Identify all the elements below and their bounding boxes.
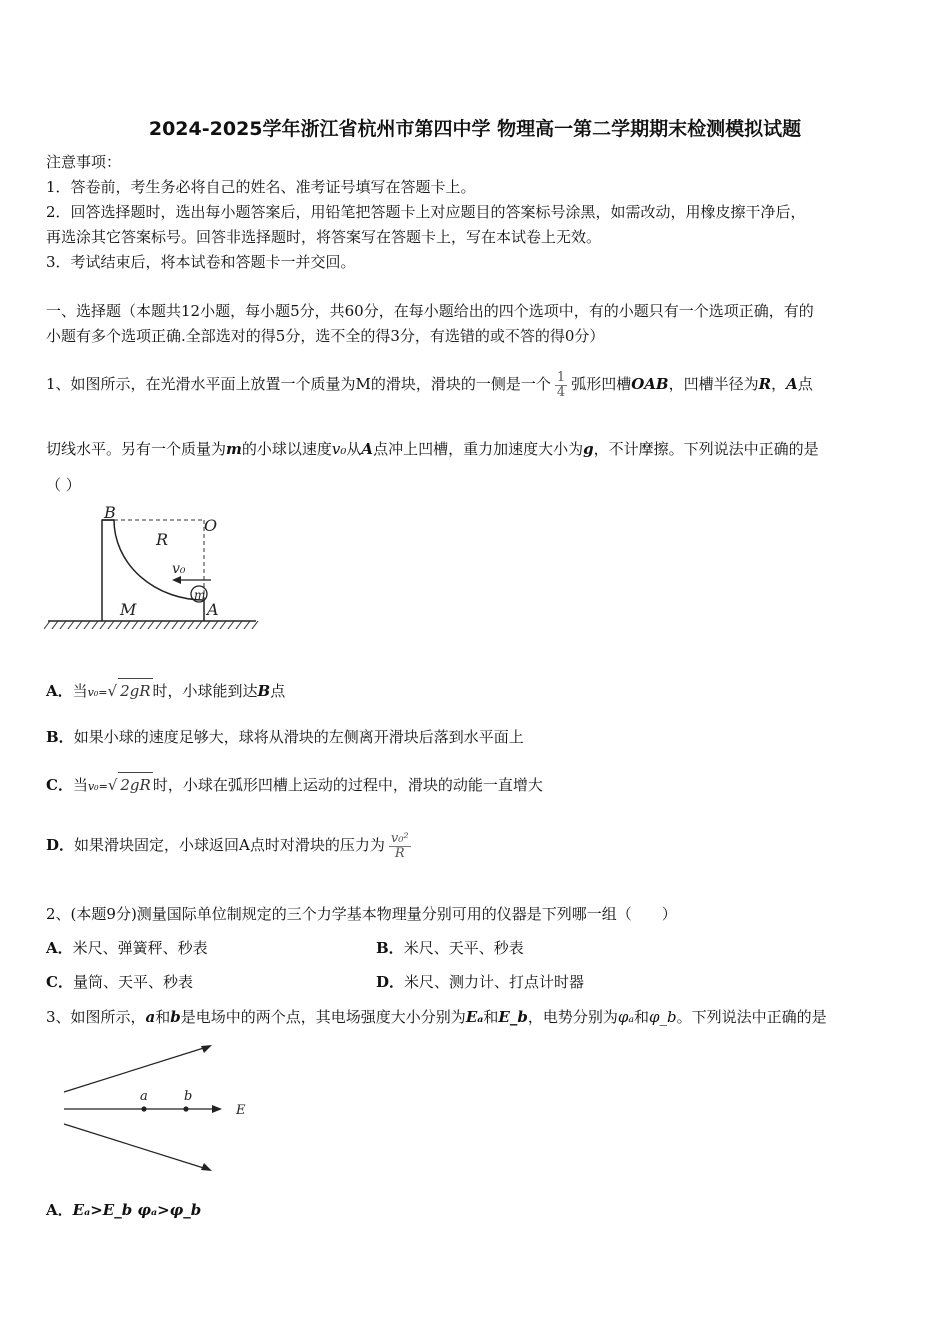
label-a: a	[140, 1089, 148, 1104]
ground-hatch	[44, 621, 258, 629]
field-arrowhead-top	[201, 1045, 212, 1053]
label-M: M	[120, 600, 137, 619]
field-line-top	[64, 1046, 210, 1092]
q1-option-b: B．如果小球的速度足够大，球将从滑块的左侧离开滑块后落到水平面上	[46, 728, 524, 746]
point-b	[183, 1106, 188, 1111]
velocity-arrowhead	[172, 576, 181, 584]
notice-item: 2．回答选择题时，选出每小题答案后，用铅笔把答题卡上对应题目的答案标号涂黑，如需改动，用橡皮擦干净后，	[46, 203, 806, 221]
label-b: b	[184, 1089, 193, 1104]
field-line-bottom	[64, 1124, 210, 1170]
quarter-fraction: $\frac{1}{4}$	[556, 369, 566, 400]
label-B: B	[104, 503, 116, 522]
q1-option-a: A．当v₀=√ 2gR 时，小球能到达B点	[46, 678, 285, 705]
section-heading: 一、选择题（本题共12小题，每小题5分，共60分，在每小题给出的四个选项中，有的小题只有一个选项正确，有的	[46, 302, 814, 320]
q2-option-b: B．米尺、天平、秒表	[376, 939, 524, 957]
q1-figure	[44, 503, 260, 637]
notice-heading: 注意事项：	[46, 153, 122, 171]
page-title: 2024-2025学年浙江省杭州市第四中学 物理高一第二学期期末检测模拟试题	[148, 118, 802, 140]
q1-stem-line1: 1、如图所示，在光滑水平面上放置一个质量为M的滑块，滑块的一侧是一个 $\frac{1}{4}$ 弧形凹槽OAB，凹槽半径为R，A点	[46, 369, 813, 400]
q2-option-a: A．米尺、弹簧秤、秒表	[46, 939, 208, 957]
notice-item: 3．考试结束后，将本试卷和答题卡一并交回。	[46, 253, 356, 271]
slider-block	[102, 520, 204, 621]
q3-figure	[60, 1040, 260, 1176]
notice-item: 1．答卷前，考生务必将自己的姓名、准考证号填写在答题卡上。	[46, 178, 476, 196]
q1-option-d: D．如果滑块固定，小球返回A点时对滑块的压力为 $\frac{\text{v₀²}}{R}$	[46, 830, 409, 861]
point-a	[141, 1106, 146, 1111]
label-m: m	[194, 588, 206, 602]
label-v0: v₀	[172, 561, 186, 577]
section-heading-cont: 小题有多个选项正确.全部选对的得5分，选不全的得3分，有选错的或不答的得0分）	[46, 327, 605, 345]
q3-option-a: A．Eₐ>E_b φₐ>φ_b	[46, 1201, 202, 1219]
field-arrowhead-middle	[212, 1105, 222, 1113]
q2-stem: 2、(本题9分)测量国际单位制规定的三个力学基本物理量分别可用的仪器是下列哪一组（ ）	[46, 905, 677, 923]
q3-stem: 3、如图所示，a和b是电场中的两个点，其电场强度大小分别为Eₐ和E_b，电势分别为φₐ和φ_b。下列说法中正确的是	[46, 1008, 827, 1026]
label-A: A	[207, 600, 219, 619]
notice-item: 再选涂其它答案标号。回答非选择题时，将答案写在答题卡上，写在本试卷上无效。	[46, 228, 602, 246]
label-R: R	[156, 530, 169, 549]
label-O: O	[204, 516, 218, 535]
field-arrowhead-bottom	[201, 1163, 212, 1171]
label-E: E	[236, 1103, 246, 1118]
q2-option-c: C．量筒、天平、秒表	[46, 973, 193, 991]
q1-stem-line2: 切线水平。另有一个质量为m的小球以速度v₀从A点冲上凹槽，重力加速度大小为g，不计摩擦。下列说法中正确的是	[46, 440, 819, 458]
v0-squared-over-r: $\frac{\text{v₀²}}{R}$	[390, 830, 409, 861]
q2-option-d: D．米尺、测力计、打点计时器	[376, 973, 585, 991]
q1-answer-paren: （ ）	[46, 476, 81, 494]
q1-option-c: C．当v₀=√ 2gR 时，小球在弧形凹槽上运动的过程中，滑块的动能一直增大	[46, 772, 543, 799]
